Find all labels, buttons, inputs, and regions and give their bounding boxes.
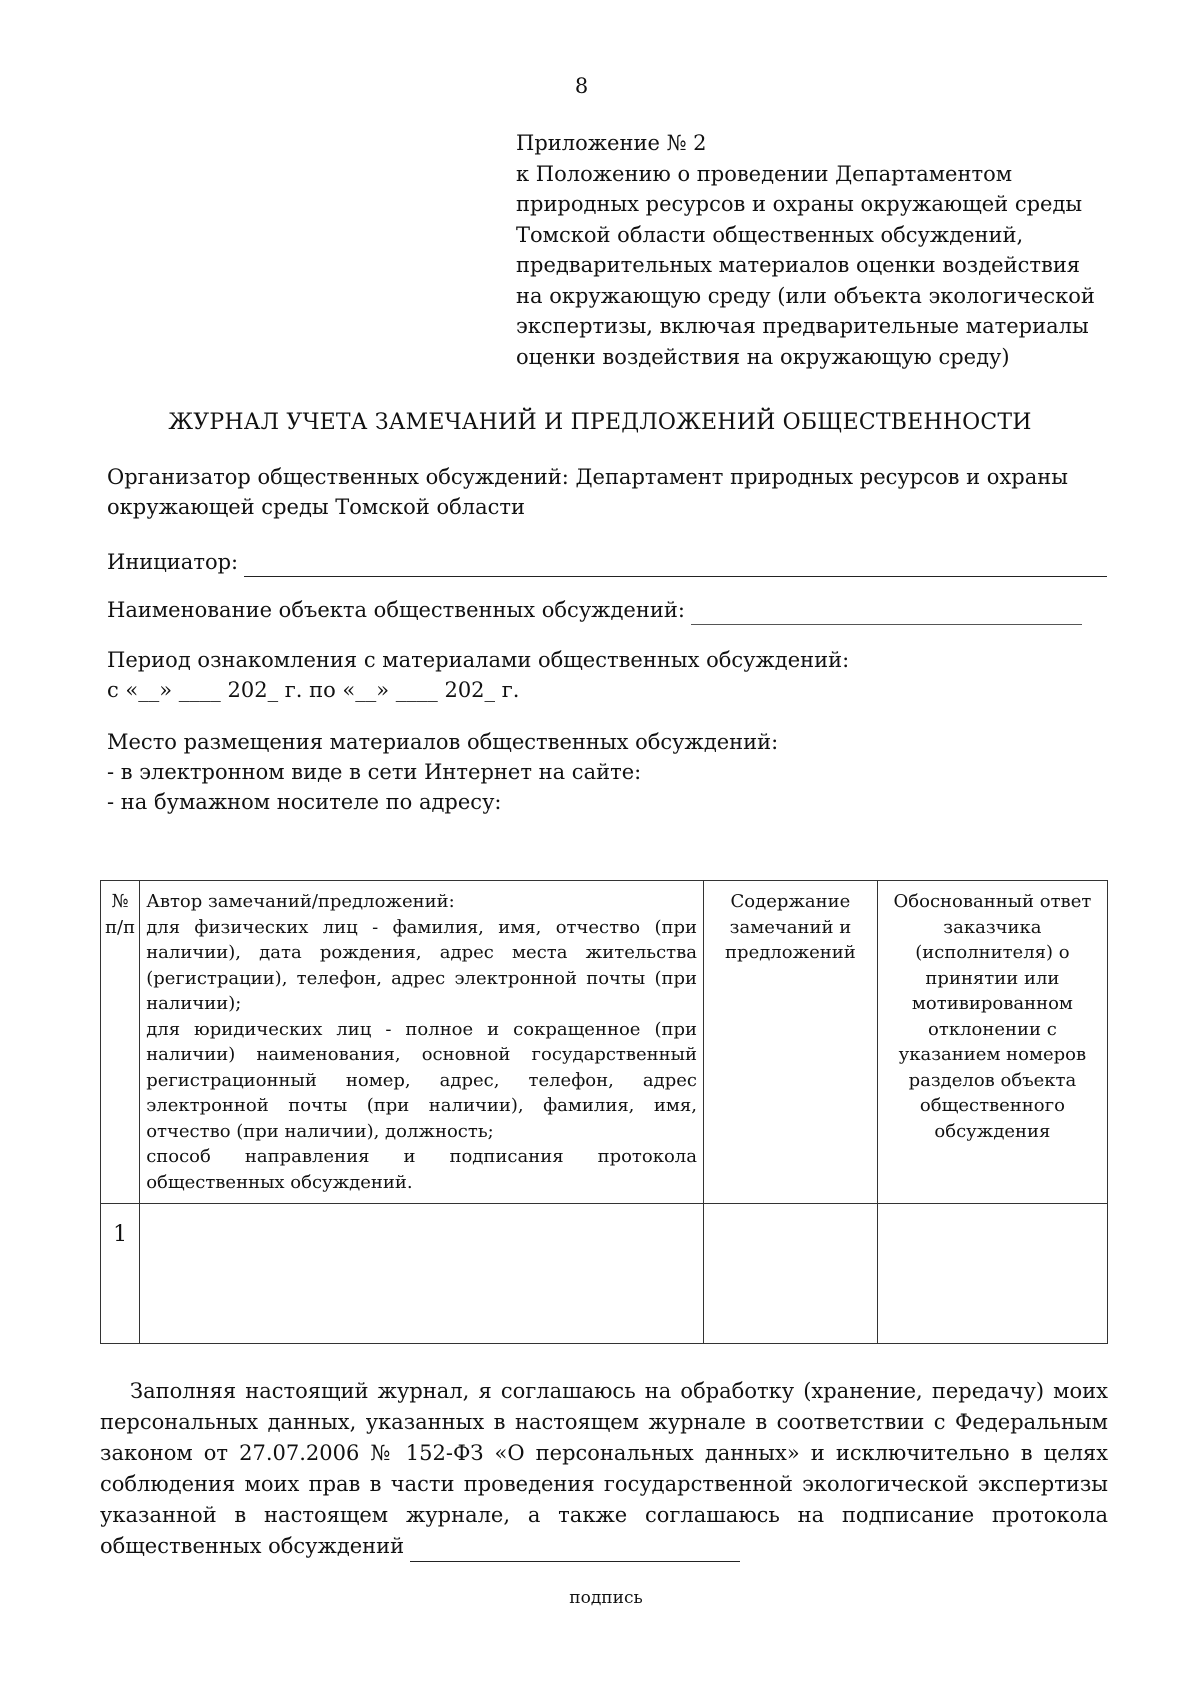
consent-line: законом от 27.07.2006 № 152-ФЗ «О персональных данных» и исключительно в целях [100, 1441, 1108, 1465]
appendix-line: на окружающую среду (или объекта экологической [516, 283, 1095, 308]
initiator-field [107, 547, 1107, 577]
period-label: Период ознакомления с материалами общественных обсуждений: [107, 648, 850, 672]
header-author-line: Автор замечаний/предложений: [146, 891, 455, 912]
row-answer-cell[interactable] [877, 1204, 1107, 1344]
appendix-line: предварительных материалов оценки воздействия [516, 253, 1081, 277]
appendix-line: оценки воздействия на окружающую среду) [516, 344, 1010, 369]
initiator-label: Инициатор: [107, 550, 239, 574]
header-author-line: для физических лиц - фамилия, имя, отчество (при [146, 916, 697, 938]
appendix-line: экспертизы, включая предварительные материалы [516, 314, 1089, 338]
initiator-fill-line[interactable] [244, 552, 1107, 577]
consent-paragraph [100, 1376, 1108, 1562]
consent-last-line: общественных обсуждений [100, 1534, 405, 1558]
signature-line[interactable] [410, 1537, 740, 1562]
row-content-cell[interactable] [703, 1204, 877, 1344]
table-header-row [101, 881, 1108, 1204]
consent-line: Заполняя настоящий журнал, я соглашаюсь на обработку (хранение, передачу) моих [130, 1379, 1108, 1403]
placement-label: Место размещения материалов общественных обсуждений: [107, 730, 779, 754]
row-author-cell[interactable] [140, 1204, 704, 1344]
header-author-line: отчество (при наличии), должность; [146, 1120, 494, 1142]
object-name-label: Наименование объекта общественных обсуждений: [107, 598, 685, 622]
object-name-field [107, 595, 1082, 625]
header-author-line: (регистрации), телефон, адрес электронной почты (при [146, 967, 697, 989]
placement-paper: - на бумажном носителе по адресу: [107, 790, 502, 814]
header-number: № п/п [101, 881, 140, 1204]
header-author-line: способ направления и подписания протокола [146, 1146, 697, 1167]
consent-line: персональных данных, указанных в настоящем журнале в соответствии с Федеральным [100, 1410, 1108, 1434]
signature-row [100, 1531, 1108, 1562]
header-author-line: наличии), дата рождения, адрес места жительства [146, 942, 697, 963]
row-number: 1 [101, 1204, 140, 1344]
placement-online: - в электронном виде в сети Интернет на сайте: [107, 760, 642, 784]
page-number: 8 [574, 74, 589, 98]
table-row [101, 1204, 1108, 1344]
appendix-line: природных ресурсов и охраны окружающей среды [516, 192, 1083, 216]
header-author-line: наличии); [146, 993, 242, 1014]
header-author [140, 881, 704, 1204]
header-author-line: регистрационный номер, адрес, телефон, адрес [146, 1069, 697, 1091]
consent-line: соблюдения моих прав в части проведения государственной экологической экспертизы [100, 1472, 1108, 1496]
placement-section [107, 727, 778, 817]
appendix-line: Томской области общественных обсуждений, [516, 222, 1024, 247]
consent-line: указанной в настоящем журнале, а также соглашаюсь на подписание протокола [100, 1503, 1108, 1527]
appendix-reference [516, 128, 1156, 372]
header-author-line: общественных обсуждений. [146, 1171, 413, 1193]
header-answer: Обоснованный ответ заказчика (исполнителя) о принятии или мотивированном отклонении с указанием номеров разделов объекта общественного обсуждения [877, 881, 1107, 1204]
header-author-line: электронной почты (при наличии), фамилия, имя, [146, 1095, 697, 1116]
header-content: Содержание замечаний и предложений [703, 881, 877, 1204]
period-dates[interactable]: с «__» ____ 202_ г. по «__» ____ 202_ г. [107, 678, 520, 702]
object-name-fill-line[interactable] [691, 600, 1082, 625]
appendix-line: к Положению о проведении Департаментом [516, 161, 1013, 186]
header-author-line: для юридических лиц - полное и сокращенное (при [146, 1018, 697, 1040]
organizer-text: Организатор общественных обсуждений: Департамент природных ресурсов и охраны окружающей среды Томской области [107, 465, 1068, 519]
appendix-line: Приложение № 2 [516, 131, 707, 155]
document-title: ЖУРНАЛ УЧЕТА ЗАМЕЧАНИЙ И ПРЕДЛОЖЕНИЙ ОБЩЕСТВЕННОСТИ [168, 410, 1032, 435]
header-author-line: наличии) наименования, основной государственный [146, 1044, 697, 1065]
period-section [107, 645, 849, 705]
signature-caption: подпись [569, 1588, 643, 1608]
journal-table [100, 880, 1108, 1344]
